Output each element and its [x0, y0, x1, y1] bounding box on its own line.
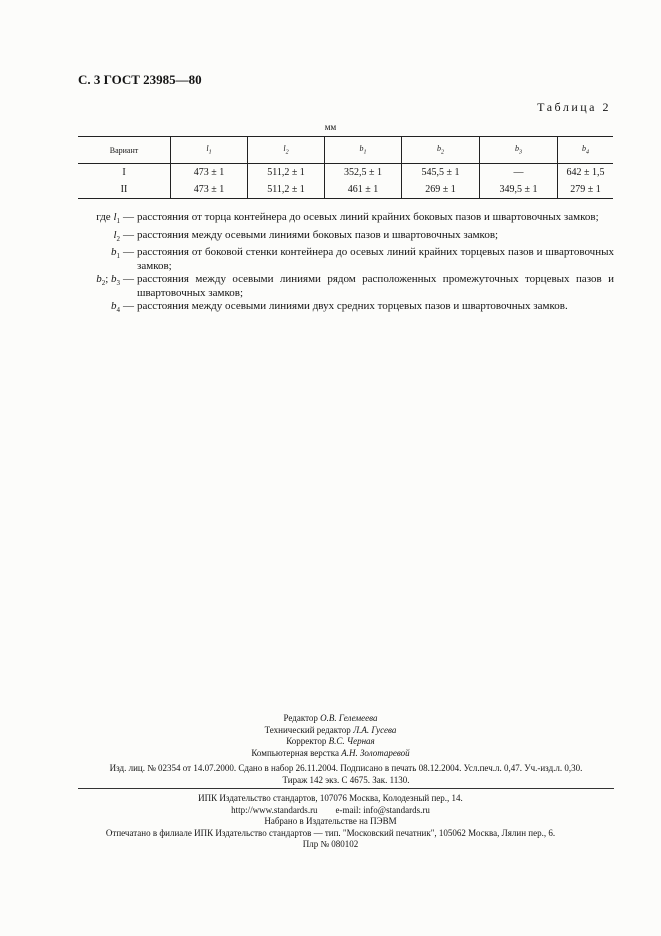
column-header-b2: $b_2$ [402, 137, 480, 164]
print-run-line: Тираж 142 экз. С 4675. Зак. 1130. [282, 774, 410, 785]
table-cell: 473 ± 1 [171, 181, 248, 199]
table-cell: I [122, 167, 126, 178]
table-row [78, 164, 613, 182]
table-cell: 473 ± 1 [171, 164, 248, 182]
column-header-l1: $l_1$ [171, 137, 248, 164]
table-cell: 545,5 ± 1 [402, 164, 480, 182]
typeset-note: Набрано в Издательстве на ПЭВМ [264, 816, 397, 826]
legend-item-b1: $b_1$ — расстояния от боковой стенки контейнера до осевых линий крайних торцевых пазов и швартовочных замков; [78, 246, 614, 273]
legend-symbol: $l_2$ [113, 228, 120, 243]
column-header-b4: $b_4$ [558, 137, 614, 164]
staff-editor: Редактор О.В. Гелемеева [283, 713, 378, 723]
symbol-legend [78, 211, 614, 318]
table-cell: II [78, 181, 171, 199]
table-caption: Таблица 2 [537, 100, 611, 114]
column-header-variant: Вариант [78, 137, 171, 164]
license-number: Плр № 080102 [302, 839, 359, 849]
column-header-b1: $b_1$ [325, 137, 402, 164]
legend-item-b4: $b_4$ — расстояния между осевыми линиями двух средних торцевых пазов и швартовочных замков. [78, 300, 614, 318]
legend-text: расстояния между осевыми линиями двух средних торцевых пазов и швартовочных замков. [137, 300, 568, 313]
legend-text: расстояния между осевыми линиями боковых пазов и швартовочных замков; [137, 228, 499, 241]
legend-symbol: где $l_1$ [96, 211, 120, 226]
imprint-publisher [0, 793, 661, 851]
table-cell: — [480, 164, 558, 182]
imprint-staff [0, 713, 661, 759]
table-cell: 349,5 ± 1 [480, 181, 558, 199]
legend-text: расстояния между осевыми линиями рядом расположенных промежуточных торцевых пазов и швартовочных замков; [137, 273, 614, 299]
staff-layout: Компьютерная верстка А.Н. Золотаревой [251, 747, 410, 758]
legend-item-l2: $l_2$ — расстояния между осевыми линиями боковых пазов и швартовочных замков; [78, 229, 614, 247]
table-cell: 511,2 ± 1 [248, 181, 325, 199]
column-header-l2: $l_2$ [248, 137, 325, 164]
page-header: С. 3 ГОСТ 23985—80 [78, 72, 202, 87]
table-cell: 511,2 ± 1 [248, 164, 325, 182]
legend-text: расстояния от торца контейнера до осевых линий крайних боковых пазов и швартовочных замков; [137, 211, 599, 223]
legend-text: расстояния от боковой стенки контейнера до осевых линий крайних торцевых пазов и швартовочных замков; [137, 246, 614, 272]
table-cell: 352,5 ± 1 [325, 164, 402, 182]
column-header-b3: $b_3$ [480, 137, 558, 164]
table-cell: 279 ± 1 [558, 181, 614, 199]
table-cell: 461 ± 1 [325, 181, 402, 199]
legend-symbol: $b_1$ [111, 246, 120, 261]
legend-item-l1: где $l_1$ — расстояния от торца контейнера до осевых линий крайних боковых пазов и швартовочных замков; [78, 211, 614, 229]
imprint-stats [78, 763, 614, 786]
table-header-row [78, 137, 613, 164]
divider [78, 788, 614, 789]
table-cell: 642 ± 1,5 [558, 164, 614, 182]
staff-tech-editor: Технический редактор Л.А. Гусева [264, 724, 397, 735]
publisher-address: ИПК Издательство стандартов, 107076 Москва, Колодезный пер., 14. [198, 793, 463, 803]
table-unit: мм [324, 122, 337, 132]
publisher-contacts: http://www.standards.ru e-mail: info@standards.ru [231, 804, 430, 815]
printer-note: Отпечатано в филиале ИПК Издательство стандартов — тип. "Московский печатник", 105062 Москва, Лялин пер., 6. [105, 827, 556, 838]
table-row [78, 181, 613, 199]
staff-proofreader: Корректор В.С. Черная [286, 736, 375, 746]
legend-symbol: $b_2$; $b_3$ [96, 273, 120, 288]
legend-symbol: $b_4$ [111, 300, 120, 315]
print-stats-line: Изд. лиц. № 02354 от 14.07.2000. Сдано в набор 26.11.2004. Подписано в печать 08.12.2004. Усл.печ.л. 0,47. Уч.-изд.л. 0,30. [109, 763, 583, 773]
dimensions-table [78, 136, 613, 199]
table-cell: 269 ± 1 [402, 181, 480, 199]
legend-item-b2-b3: $b_2$; $b_3$ — расстояния между осевыми линиями рядом расположенных промежуточных торцевых пазов и швартовочных замков; [78, 273, 614, 300]
